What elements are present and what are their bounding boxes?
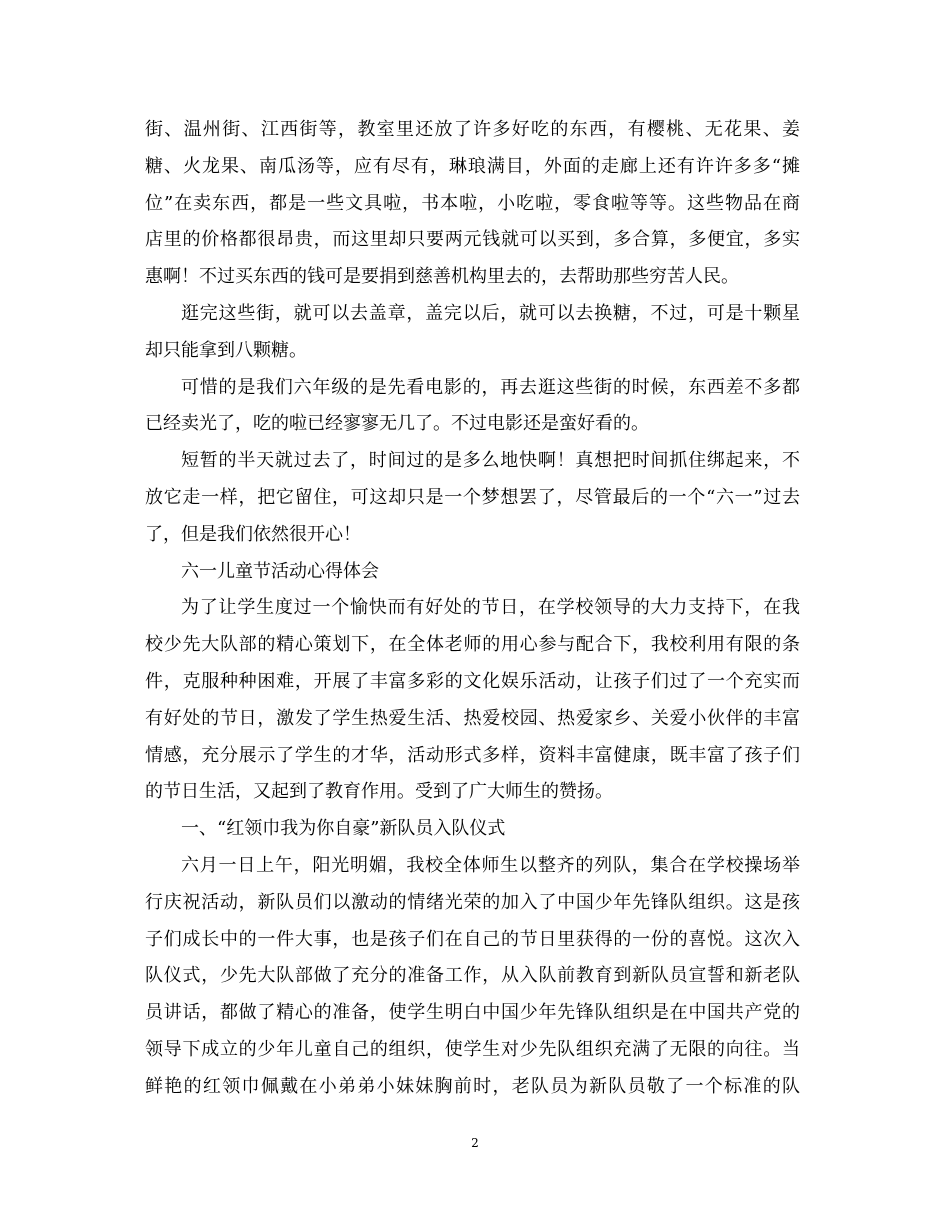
text-line: 为了让学生度过一个愉快而有好处的节日，在学校领导的大力支持下，在我: [181, 597, 800, 619]
text-line: 已经卖光了，吃的啦已经寥寥无几了。不过电影还是蛮好看的。: [145, 413, 649, 435]
text-line: 惠啊！不过买东西的钱可是要捐到慈善机构里去的，去帮助那些穷苦人民。: [145, 266, 739, 288]
page-number: 2: [471, 1136, 479, 1150]
text-line: 行庆祝活动，新队员们以激动的情绪光荣的加入了中国少年先锋队组织。这是孩: [145, 891, 800, 913]
text-line: 子们成长中的一件大事，也是孩子们在自己的节日里获得的一份的喜悦。这次入: [145, 928, 800, 950]
text-line: 有好处的节日，激发了学生热爱生活、热爱校园、热爱家乡、关爱小伙伴的丰富: [145, 707, 800, 729]
text-line: 店里的价格都很昂贵，而这里却只要两元钱就可以买到，多合算，多便宜，多实: [145, 229, 800, 251]
text-line: 位”在卖东西，都是一些文具啦，书本啦，小吃啦，零食啦等等。这些物品在商: [145, 192, 800, 214]
text-line: 可惜的是我们六年级的是先看电影的，再去逛这些街的时候，东西差不多都: [181, 376, 800, 398]
text-line: 放它走一样，把它留住，可这却只是一个梦想罢了，尽管最后的一个“六一”过去: [145, 486, 800, 508]
document-body: [145, 112, 800, 1106]
text-line: 情感，充分展示了学生的才华，活动形式多样，资料丰富健康，既丰富了孩子们: [145, 744, 800, 766]
text-line: 员讲话，都做了精心的准备，使学生明白中国少年先锋队组织是在中国共产党的: [145, 1002, 800, 1024]
text-line: 一、“红领巾我为你自豪”新队员入队仪式: [181, 818, 506, 840]
text-line: 却只能拿到八颗糖。: [145, 339, 307, 361]
text-line: 短暂的半天就过去了，时间过的是多么地快啊！真想把时间抓住绑起来，不: [181, 450, 800, 472]
text-line: 鲜艳的红领巾佩戴在小弟弟小妹妹胸前时，老队员为新队员敬了一个标准的队: [145, 1075, 800, 1097]
text-line: 六月一日上午，阳光明媚，我校全体师生以整齐的列队，集合在学校操场举: [181, 854, 800, 876]
text-line: 领导下成立的少年儿童自己的组织，使学生对少先队组织充满了无限的向往。当: [145, 1038, 800, 1060]
text-line: 六一儿童节活动心得体会: [181, 560, 379, 582]
text-line: 逛完这些街，就可以去盖章，盖完以后，就可以去换糖，不过，可是十颗星: [181, 302, 800, 324]
text-line: 糖、火龙果、南瓜汤等，应有尽有，琳琅满目，外面的走廊上还有许许多多“摊: [145, 155, 800, 177]
text-line: 街、温州街、江西街等，教室里还放了许多好吃的东西，有樱桃、无花果、姜: [145, 119, 800, 140]
text-line: 队仪式，少先大队部做了充分的准备工作，从入队前教育到新队员宣誓和新老队: [145, 965, 800, 987]
text-line: 了，但是我们依然很开心！: [145, 523, 361, 545]
text-line: 校少先大队部的精心策划下，在全体老师的用心参与配合下，我校利用有限的条: [145, 634, 800, 656]
text-line: 的节日生活，又起到了教育作用。受到了广大师生的赞扬。: [145, 781, 613, 803]
text-line: 件，克服种种困难，开展了丰富多彩的文化娱乐活动，让孩子们过了一个充实而: [145, 670, 800, 692]
